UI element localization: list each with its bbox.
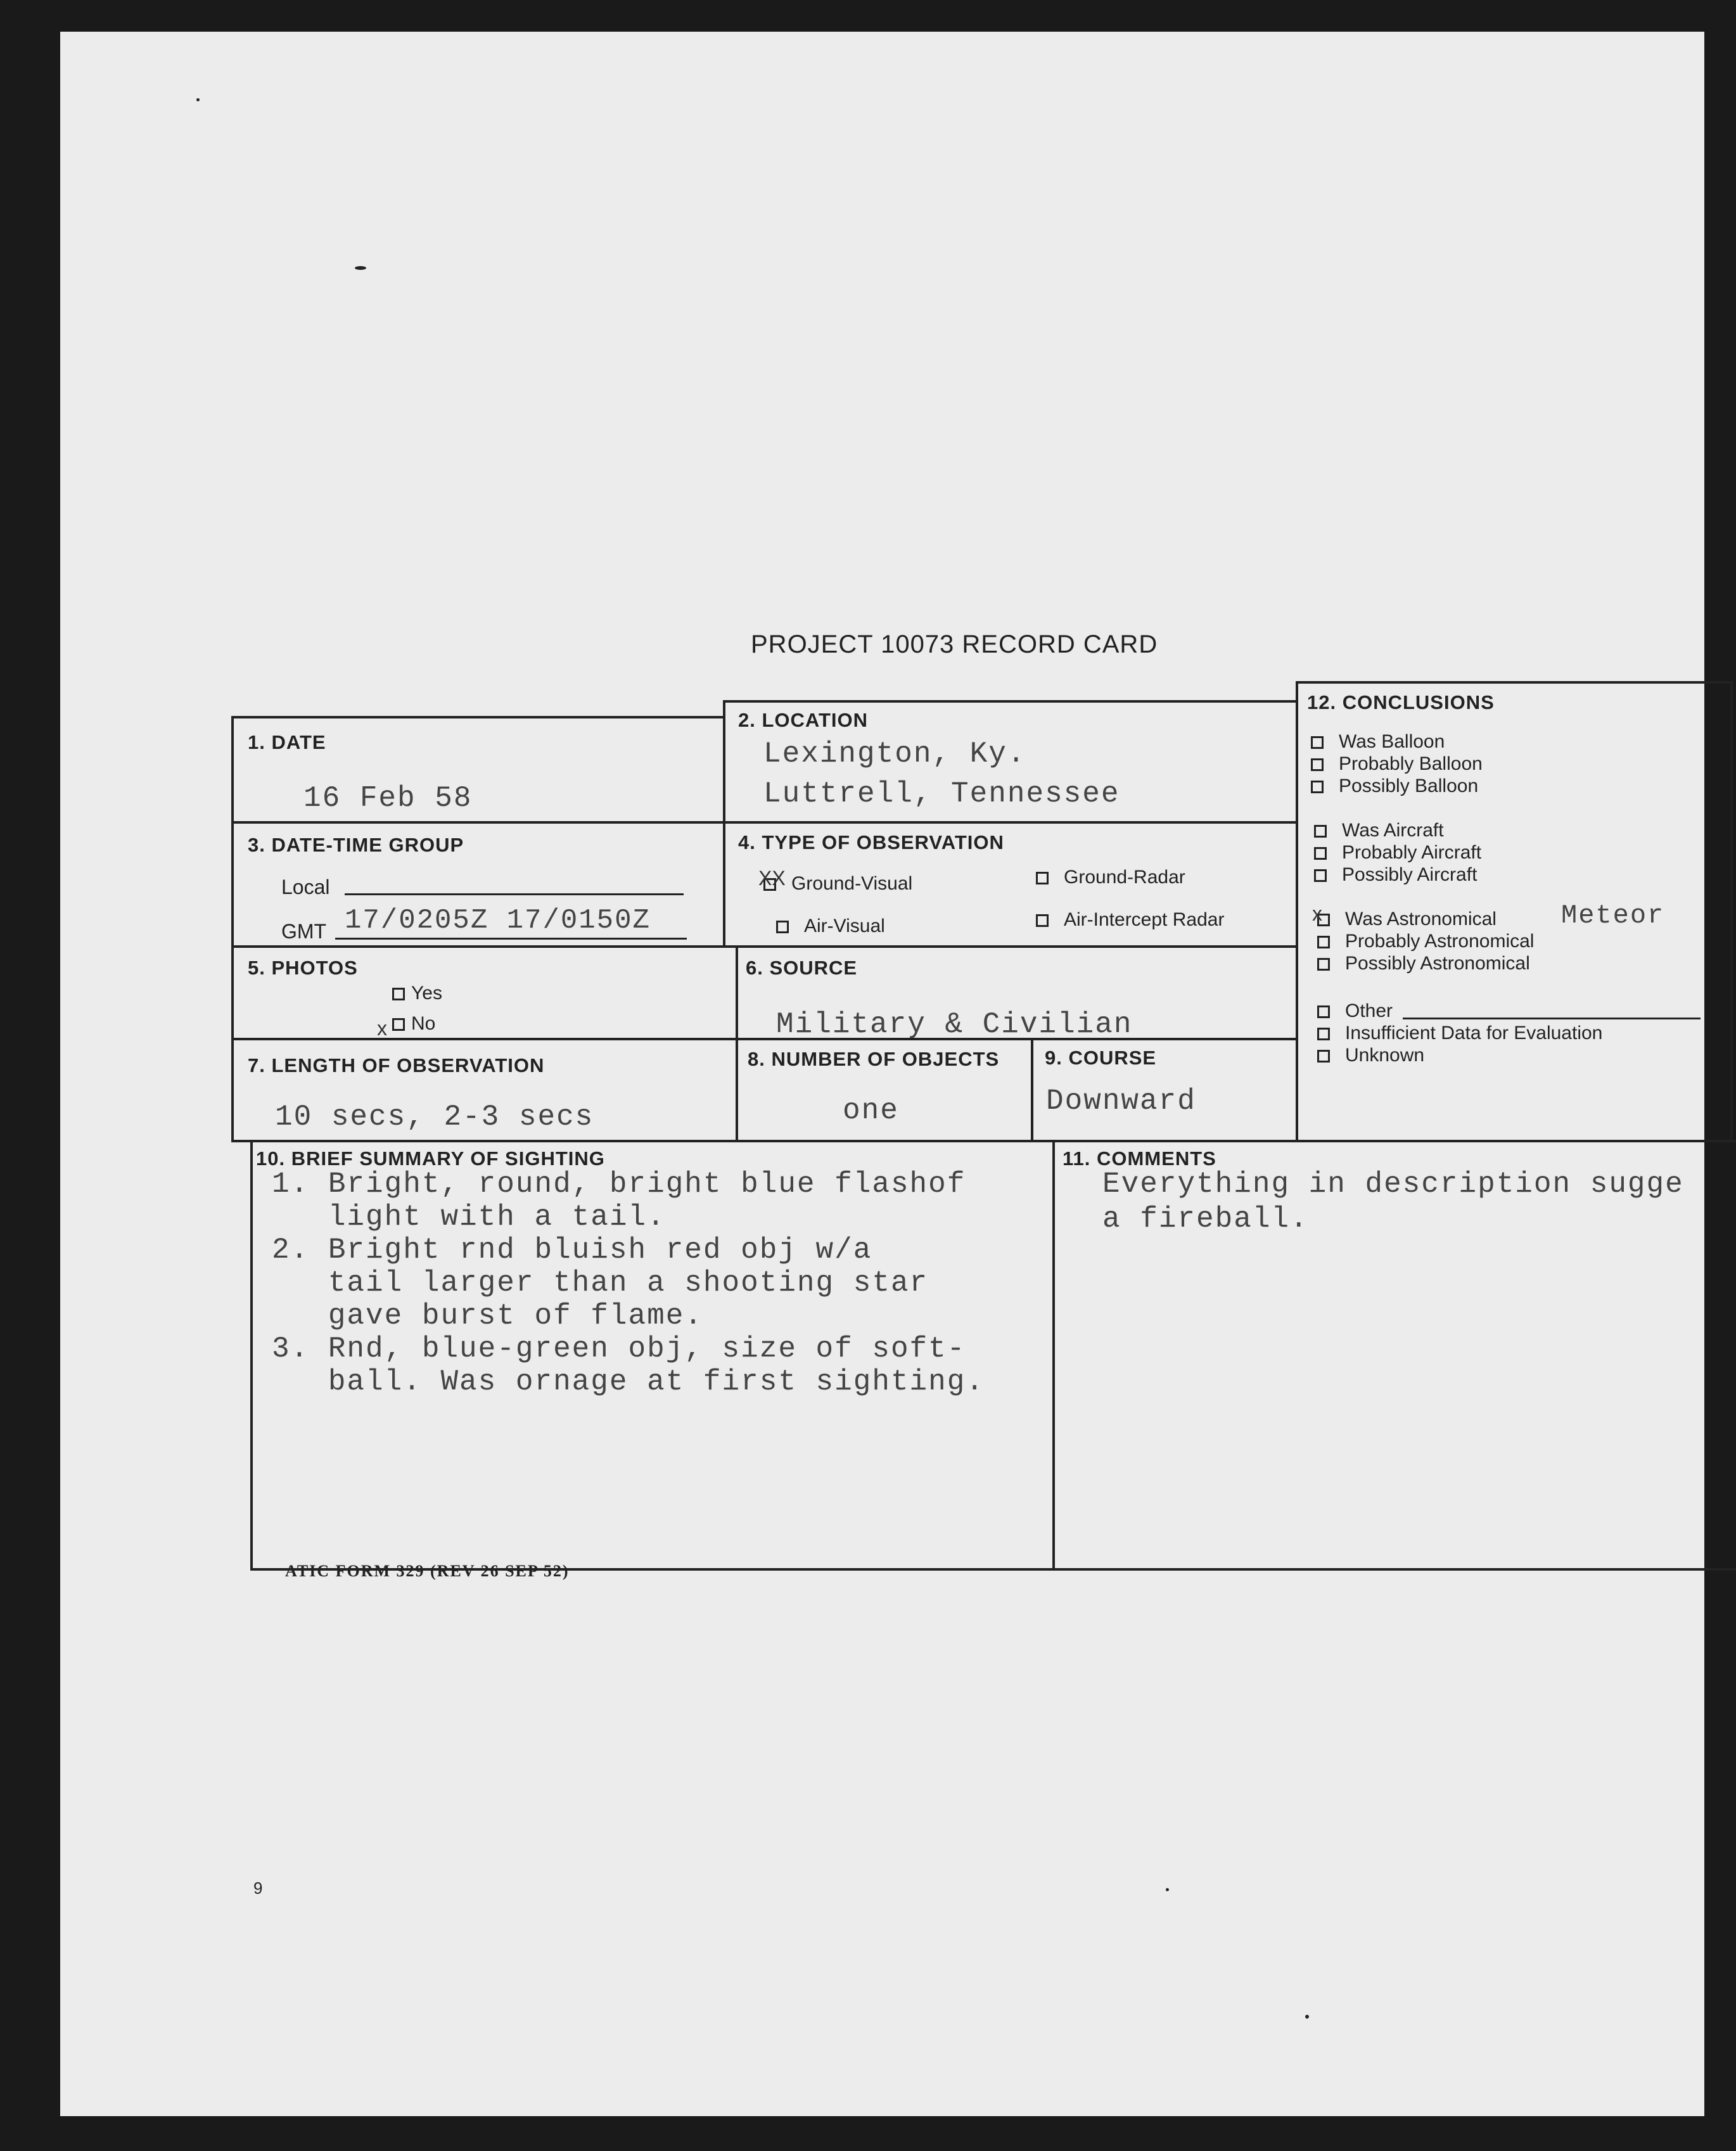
comments-line-1: Everything in description sugge <box>1102 1168 1684 1201</box>
local-line <box>345 893 684 895</box>
dtg-cell <box>231 821 725 948</box>
checkbox-icon <box>1314 825 1327 838</box>
comments-cell <box>1052 1140 1736 1571</box>
number-of-objects-label: 8. NUMBER OF OBJECTS <box>748 1048 1000 1070</box>
was-aircraft-option: Was Aircraft <box>1314 820 1444 841</box>
summary-cell <box>250 1140 1055 1571</box>
date-cell <box>231 716 725 824</box>
type-of-observation-label: 4. TYPE OF OBSERVATION <box>738 831 1004 853</box>
summary-line-7: ball. Was ornage at first sighting. <box>272 1365 985 1398</box>
checkbox-icon <box>776 921 789 933</box>
gmt-label: GMT <box>281 920 327 943</box>
checkbox-icon <box>1317 958 1330 971</box>
summary-label: 10. BRIEF SUMMARY OF SIGHTING <box>256 1147 605 1170</box>
comments-label: 11. COMMENTS <box>1063 1147 1216 1170</box>
photos-yes-option: Yes <box>392 983 442 1004</box>
insufficient-data-option: Insufficient Data for Evaluation <box>1317 1023 1602 1044</box>
location-cell <box>723 700 1298 824</box>
checkbox-icon <box>1317 936 1330 948</box>
checkbox-icon <box>1314 847 1327 860</box>
length-value: 10 secs, 2-3 secs <box>275 1101 594 1133</box>
course-cell <box>1031 1038 1298 1142</box>
checkbox-icon <box>1311 781 1324 793</box>
unknown-option: Unknown <box>1317 1045 1424 1066</box>
possibly-balloon-option: Possibly Balloon <box>1311 776 1478 797</box>
location-line2: Luttrell, Tennessee <box>763 777 1120 810</box>
comments-line-2: a fireball. <box>1102 1203 1309 1235</box>
document-page <box>60 32 1704 2116</box>
gmt-value: 17/0205Z 17/0150Z <box>345 905 651 936</box>
possibly-aircraft-option: Possibly Aircraft <box>1314 864 1477 886</box>
probably-aircraft-option: Probably Aircraft <box>1314 842 1481 864</box>
air-visual-option: Air-Visual <box>776 916 885 937</box>
was-astronomical-option: x Was Astronomical <box>1312 902 1497 929</box>
checkbox-icon <box>1311 736 1324 749</box>
card-title: PROJECT 10073 RECORD CARD <box>751 630 1158 658</box>
checkbox-icon <box>1314 869 1327 882</box>
date-label: 1. DATE <box>248 731 326 753</box>
course-value: Downward <box>1046 1085 1196 1118</box>
number-of-objects-value: one <box>843 1094 899 1127</box>
photos-no-mark: x <box>377 1017 387 1040</box>
probably-astronomical-option: Probably Astronomical <box>1317 931 1534 952</box>
checkbox-icon <box>392 988 405 1000</box>
air-intercept-radar-option: Air-Intercept Radar <box>1036 909 1224 931</box>
conclusions-label: 12. CONCLUSIONS <box>1307 691 1495 713</box>
summary-line-5: gave burst of flame. <box>272 1299 703 1332</box>
ground-radar-option: Ground-Radar <box>1036 867 1185 888</box>
checkbox-icon <box>1311 758 1324 771</box>
other-option: Other <box>1317 1000 1393 1022</box>
summary-line-6: 3. Rnd, blue-green obj, size of soft- <box>272 1332 966 1365</box>
summary-line-3: 2. Bright rnd bluish red obj w/a <box>272 1234 872 1267</box>
photos-cell <box>231 945 738 1040</box>
photos-label: 5. PHOTOS <box>248 957 358 979</box>
local-label: Local <box>281 876 330 898</box>
speck <box>355 266 366 270</box>
page-mark: 9 <box>253 1879 263 1898</box>
probably-balloon-option: Probably Balloon <box>1311 753 1483 775</box>
photos-no-option: x No <box>377 1013 436 1040</box>
was-astronomical-note: Meteor <box>1561 900 1665 931</box>
speck <box>1166 1888 1169 1891</box>
summary-line-4: tail larger than a shooting star <box>272 1267 929 1299</box>
other-line <box>1403 1018 1701 1019</box>
location-line1: Lexington, Ky. <box>763 737 1026 770</box>
checkbox-icon <box>1317 1028 1330 1040</box>
gmt-line <box>335 938 687 940</box>
possibly-astronomical-option: Possibly Astronomical <box>1317 953 1530 974</box>
type-of-observation-cell <box>723 821 1298 948</box>
length-cell <box>231 1038 738 1142</box>
checkbox-icon <box>1317 1050 1330 1063</box>
ground-visual-option: XX Ground-Visual <box>758 867 913 894</box>
source-cell <box>736 945 1298 1040</box>
summary-line-2: light with a tail. <box>272 1201 666 1234</box>
checkbox-icon <box>1036 872 1049 884</box>
source-value: Military & Civilian <box>776 1008 1133 1041</box>
was-balloon-option: Was Balloon <box>1311 731 1445 753</box>
checkbox-icon <box>1036 914 1049 927</box>
speck <box>196 98 200 101</box>
dtg-label: 3. DATE-TIME GROUP <box>248 834 464 856</box>
length-label: 7. LENGTH OF OBSERVATION <box>248 1054 545 1076</box>
speck <box>1305 2015 1309 2019</box>
location-label: 2. LOCATION <box>738 709 869 731</box>
form-footer: ATIC FORM 329 (REV 26 SEP 52) <box>285 1562 570 1580</box>
checkbox-icon <box>392 1018 405 1031</box>
source-label: 6. SOURCE <box>746 957 858 979</box>
record-card <box>231 630 1736 1581</box>
course-label: 9. COURSE <box>1045 1047 1157 1069</box>
summary-line-1: 1. Bright, round, bright blue flashof <box>272 1168 966 1201</box>
date-value: 16 Feb 58 <box>303 782 473 815</box>
ground-visual-mark: XX <box>758 867 786 890</box>
checkbox-icon <box>1317 1005 1330 1018</box>
conclusions-cell <box>1296 681 1733 1142</box>
was-astronomical-mark: x <box>1312 902 1322 925</box>
number-of-objects-cell <box>736 1038 1033 1142</box>
